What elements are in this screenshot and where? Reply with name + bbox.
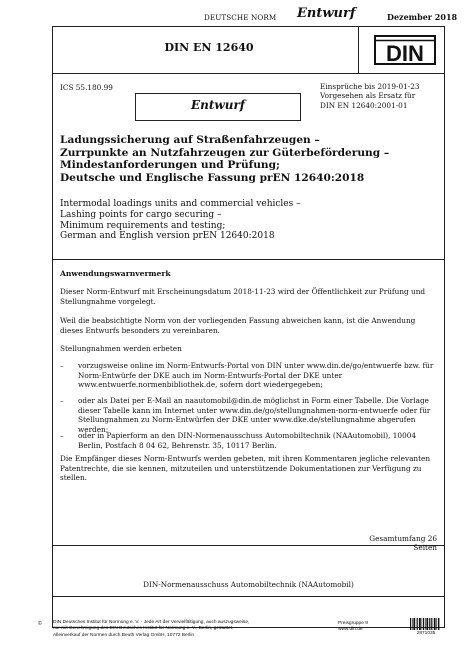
english-title-line: German and English version prEN 12640:2018: [60, 231, 275, 242]
din-logo-text: DIN: [386, 41, 424, 65]
copyright-notice: [53, 620, 323, 639]
list-bullet: –: [60, 431, 64, 440]
copyright-line: Alleinverkauf der Normen durch Beuth Verlag GmbH, 10772 Berlin: [53, 632, 195, 638]
list-bullet: –: [60, 396, 64, 405]
committee-name: DIN-Normenausschuss Automobiltechnik (NAAutomobil): [143, 580, 354, 589]
standard-type-label: DEUTSCHE NORM: [204, 13, 277, 22]
divider: [52, 596, 445, 597]
total-pages: Gesamtumfang 26 Seiten: [369, 534, 437, 552]
german-title-line: Zurrpunkte an Nutzfahrzeugen zur Güterbeförderung –: [60, 146, 390, 159]
price-info: [338, 621, 398, 634]
catalogue-url: www.din.de: [338, 627, 363, 633]
german-title-line: Deutsche und Englische Fassung prEN 12640:2018: [60, 171, 365, 184]
paragraph-patents: Die Empfänger dieses Norm-Entwurfs werden gebeten, mit ihren Kommentaren jegliche relevanten Patentrechte, die sie kennen, mitzuteilen und unterstützende Dokumentationen zur Verfügung zu stellen.: [60, 454, 431, 482]
copyright-line: DIN Deutsches Institut für Normung e. V. · Jede Art der Vervielfältigung, auch auszugsweise,: [53, 620, 250, 625]
replaced-standard: DIN EN 12640:2001-01: [320, 100, 408, 110]
paragraph-application: Weil die beabsichtigte Norm von der vorliegenden Fassung abweichen kann, ist die Anwendung dieses Entwurfs besonders zu vereinbaren.: [60, 316, 416, 335]
list-item-paper: oder in Papierform an den DIN-Normenausschuss Automobiltechnik (NAAutomobil), 10004 Berlin, Postfach 8 04 62, Behrenstr. 35, 10117 Berlin.: [78, 431, 417, 450]
divider: [358, 26, 359, 73]
german-title-line: Ladungssicherung auf Straßenfahrzeugen –: [60, 134, 320, 146]
copyright-symbol: ©: [38, 621, 42, 627]
german-title: [60, 134, 440, 184]
list-item-email: oder als Datei per E-Mail an naautomobil@din.de möglichst in Form einer Tabelle. Die Vorlage dieser Tabelle kann im Internet unter www.din.de/go/stellungnahmen-norm-entwuerfe oder für Stellungnahmen zu Norm-Entwürfen der DKE unter www.dke.de/stellungnahme abgerufen werden;: [78, 396, 431, 434]
warning-heading: Anwendungswarnvermerk: [60, 269, 171, 278]
document-number: DIN EN 12640: [164, 41, 254, 54]
english-title-line: Intermodal loadings units and commercial vehicles –: [60, 199, 301, 209]
ics-code: ICS 55.180.99: [60, 83, 113, 92]
din-logo: [374, 35, 436, 65]
copyright-line: nur mit Genehmigung des DIN Deutsches Institut für Normung e. V., Berlin, gestattet.: [53, 626, 234, 632]
divider: [52, 259, 445, 260]
replacement-note: [320, 82, 440, 110]
publication-date: Dezember 2018: [387, 12, 458, 22]
english-title-line: Minimum requirements and testing;: [60, 220, 226, 231]
barcode-icon: [410, 618, 440, 630]
replacement-line: Vorgesehen als Ersatz für: [320, 91, 416, 101]
paragraph-publication: Dieser Norm-Entwurf mit Erscheinungsdatum 2018-11-23 wird der Öffentlichkeit zur Prüfung und Stellungnahme vorgelegt.: [60, 287, 426, 306]
list-bullet: –: [60, 361, 64, 370]
price-group: Preisgruppe 9: [338, 621, 368, 626]
divider: [52, 545, 445, 546]
comments-deadline: Einsprüche bis 2019-01-23: [320, 82, 420, 91]
draft-stamp-label: Entwurf: [191, 98, 245, 112]
product-code: 2871035: [416, 631, 436, 636]
english-title-line: Lashing points for cargo securing –: [60, 209, 222, 220]
list-item-online: vorzugsweise online im Norm-Entwurfs-Portal von DIN unter www.din.de/go/entwuerfe bzw. für Norm-Entwürfe der DKE auch im Norm-Entwurfs-Portal der DKE unter www.entwuerfe.normenbibliothek.de, sofern dort wiedergegeben;: [78, 361, 434, 389]
divider: [52, 73, 445, 74]
german-title-line: Mindestanforderungen und Prüfung;: [60, 159, 280, 172]
english-title: [60, 199, 440, 242]
draft-status-label: Entwurf: [297, 6, 356, 21]
paragraph-comments-intro: Stellungnahmen werden erbeten: [60, 344, 182, 353]
